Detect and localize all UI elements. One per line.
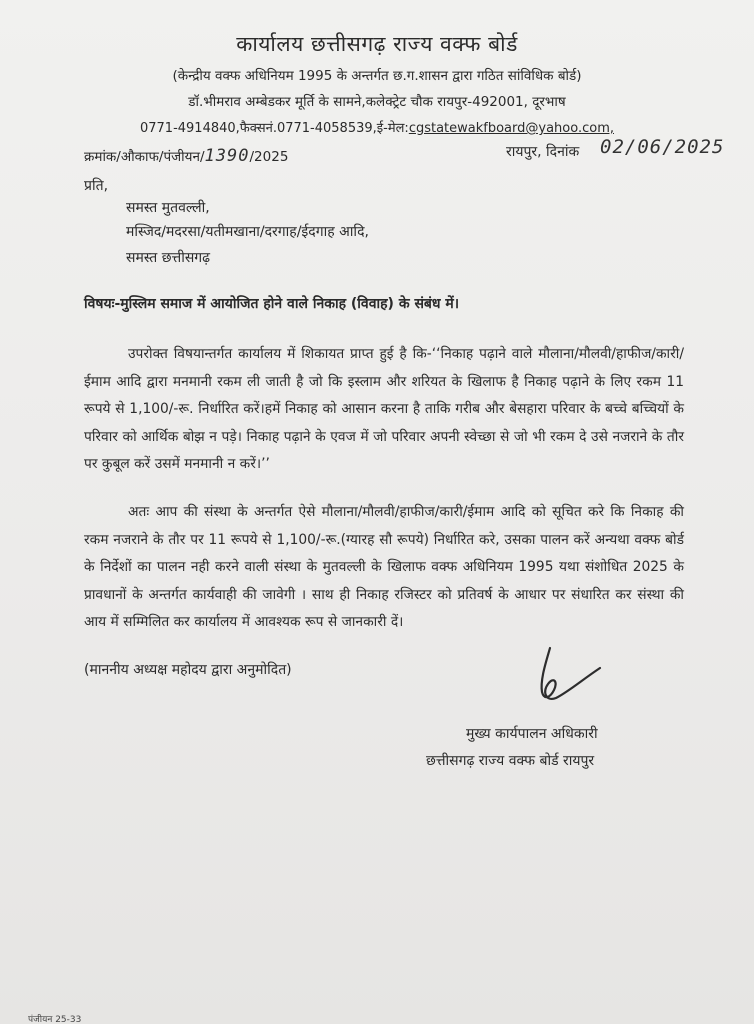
date-handwritten: 02/06/2025 — [600, 136, 725, 158]
letterhead-subtitle: (केन्द्रीय वक्फ अधिनियम 1995 के अन्तर्गत छ.ग.शासन द्वारा गठित सांविधिक बोर्ड) — [172, 68, 582, 84]
contact-numbers: 0771-4914840,फैक्सनं.0771-4058539,ई-मेल: — [139, 121, 409, 136]
signatory-designation: मुख्य कार्यपालन अधिकारी — [466, 726, 598, 742]
body-paragraph-2: अतः आप की संस्था के अन्तर्गत ऐसे मौलाना/मौलवी/हाफीज/कारी/ईमाम आदि को सूचित करे कि निकाह की रकम नजराने के तौर पर 11 रूपये से 1,100/-रू.(ग्यारह सौ रूपये) निर्धारित करे, उसका पालन करें अन्यथा वक्फ बोर्ड के निर्देशों का पालन नही करने वाली संस्था के मुतवल्ली के खिलाफ वक्फ अधिनियम 1995 यथा संशोधित 2025 के प्रावधानों के अन्तर्गत कार्यवाही की जावेगी । साथ ही निकाह रजिस्टर को प्रतिवर्ष के आधार पर संधारित कर संस्था की आय में सम्मिलित कर कार्यालय में आवश्यक रूप से जानकारी दें। — [84, 504, 684, 630]
letterhead-address: डॉ.भीमराव अम्बेडकर मूर्ति के सामने,कलेक्ट्रेट चौक रायपुर-492001, दूरभाष — [188, 94, 566, 110]
reference-suffix: /2025 — [249, 149, 289, 165]
approval-note: (माननीय अध्यक्ष महोदय द्वारा अनुमोदित) — [84, 662, 292, 678]
body-paragraph-1: उपरोक्त विषयान्तर्गत कार्यालय में शिकायत प्राप्त हुई है कि-‘‘निकाह पढ़ाने वाले मौलाना/मौलवी/हाफीज/कारी/ईमाम आदि द्वारा मनमानी रकम ली जाती है जो कि इस्लाम और शरियत के खिलाफ है निकाह पढ़ाने के लिए रकम 11 रूपये से 1,100/-रू. निर्धारित करें।हमें निकाह को आसान करना है ताकि गरीब और बेसहारा परिवार के बच्चे बच्चियों के परिवार को आर्थिक बोझ न पड़े। निकाह पढ़ाने के एवज में जो परिवार अपनी स्वेच्छा से जो भी रकम दे उसे नजराने के तौर पर कुबूल करें उसमें मनमानी न करें।’’ — [84, 346, 684, 472]
recipient-line-3: समस्त छत्तीसगढ़ — [126, 250, 211, 266]
reference-prefix: क्रमांक/औकाफ/पंजीयन/ — [84, 149, 205, 165]
reference-handwritten-number: 1390 — [204, 146, 250, 166]
footer-code: पंजीयन 25-33 — [28, 1015, 82, 1024]
letterhead-title: कार्यालय छत्तीसगढ़ राज्य वक्फ बोर्ड — [236, 32, 518, 56]
handwritten-signature — [520, 640, 610, 720]
email-link[interactable]: cgstatewakfboard@yahoo.com, — [408, 121, 614, 136]
reference-number — [84, 146, 288, 166]
signatory-organization: छत्तीसगढ़ राज्य वक्फ बोर्ड रायपुर — [426, 753, 595, 769]
letterhead-contact — [0, 118, 754, 136]
subject-line: विषयः-मुस्लिम समाज में आयोजित होने वाले निकाह (विवाह) के संबंध में। — [84, 296, 460, 312]
recipient-line-2: मस्जिद/मदरसा/यतीमखाना/दरगाह/ईदगाह आदि, — [126, 224, 369, 240]
salutation: प्रति, — [84, 178, 109, 194]
recipient-line-1: समस्त मुतवल्ली, — [126, 200, 210, 216]
date-label: रायपुर, दिनांक — [506, 144, 580, 160]
